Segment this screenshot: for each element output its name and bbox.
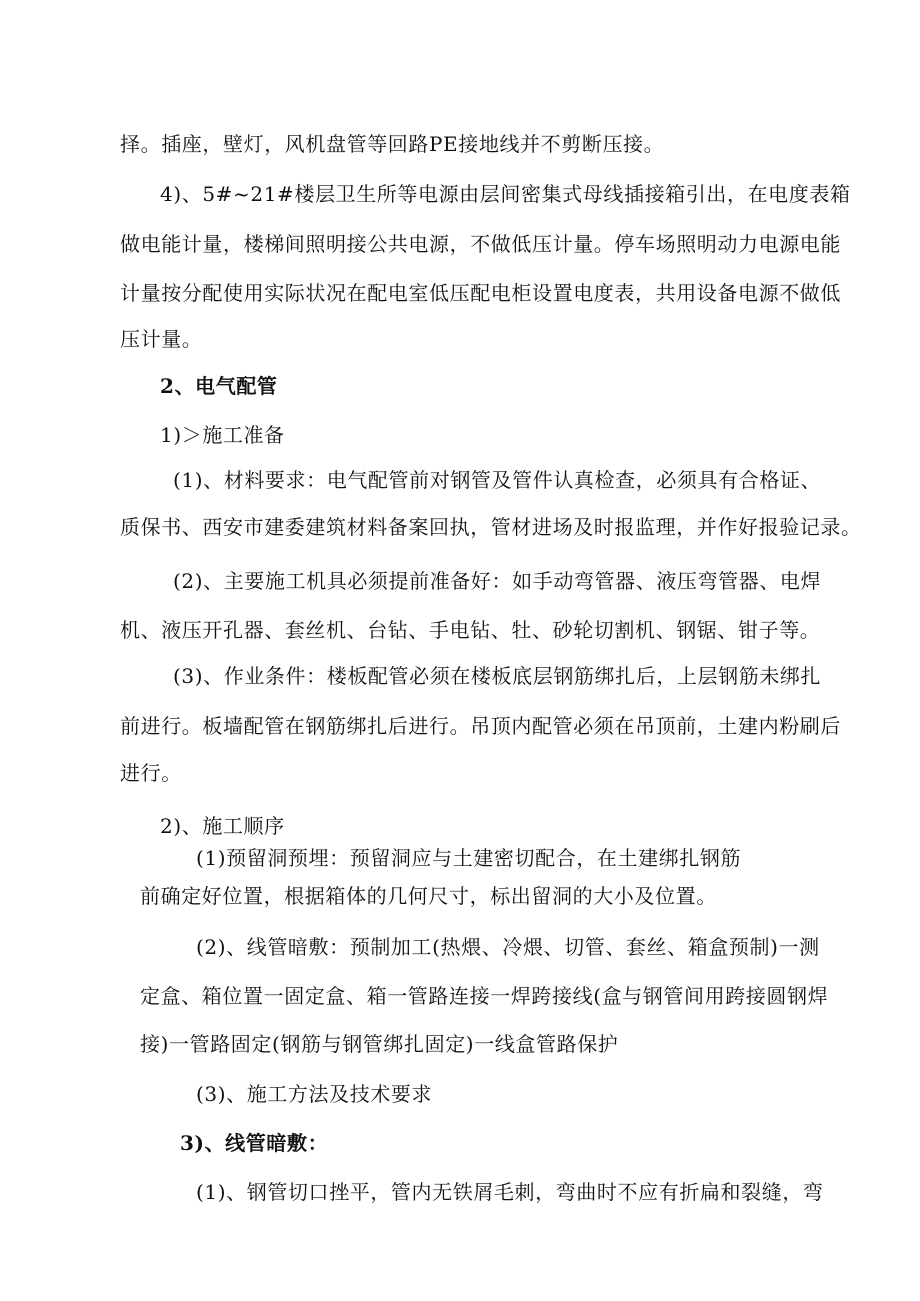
paragraph-line: (2)、线管暗敷：预制加工(热煨、冷煨、切管、套丝、箱盒预制)一测 — [196, 935, 820, 959]
paragraph-line: 机、液压开孔器、套丝机、台钻、手电钻、牡、砂轮切割机、钢锯、钳子等。 — [120, 618, 821, 642]
paragraph-line: 计量按分配使用实际状况在配电室低压配电柜设置电度表，共用设备电源不做低 — [120, 281, 841, 305]
paragraph-line: (1)、材料要求：电气配管前对钢管及管件认真检查，必须具有合格证、 — [173, 468, 822, 492]
paragraph-line: 4)、5#~21#楼层卫生所等电源由层间密集式母线插接箱引出，在电度表箱 — [160, 182, 851, 206]
paragraph-line: (2)、主要施工机具必须提前准备好：如手动弯管器、液压弯管器、电焊 — [173, 569, 822, 593]
paragraph-line: 择。插座，壁灯，风机盘管等回路PE接地线并不剪断压接。 — [120, 132, 665, 156]
section-heading: 2、电气配管 — [160, 374, 278, 398]
paragraph-line: 压计量。 — [120, 327, 203, 351]
paragraph-line: (1)、钢管切口挫平，管内无铁屑毛刺，弯曲时不应有折扁和裂缝，弯 — [196, 1180, 824, 1204]
paragraph-line: 进行。 — [120, 761, 182, 785]
paragraph-line: 做电能计量，楼梯间照明接公共电源，不做低压计量。停车场照明动力电源电能 — [120, 232, 841, 256]
subsection-heading: 2)、施工顺序 — [160, 814, 285, 838]
paragraph-line: (1)预留洞预埋：预留洞应与土建密切配合，在土建绑扎钢筋 — [196, 846, 742, 870]
paragraph-line: 接)一管路固定(钢筋与钢管绑扎固定)一线盒管路保护 — [140, 1032, 619, 1056]
paragraph-line: 定盒、箱位置一固定盒、箱一管路连接一焊跨接线(盒与钢管间用跨接圆钢焊 — [140, 984, 829, 1008]
subsection-heading: 1)＞施工准备 — [160, 423, 285, 447]
paragraph-line: 前确定好位置，根据箱体的几何尺寸，标出留洞的大小及位置。 — [140, 884, 717, 908]
paragraph-line: 前进行。板墙配管在钢筋绑扎后进行。吊顶内配管必须在吊顶前，土建内粉刷后 — [120, 714, 841, 738]
section-heading: 3)、线管暗敷： — [180, 1131, 329, 1155]
paragraph-line: (3)、作业条件：楼板配管必须在楼板底层钢筋绑扎后，上层钢筋未绑扎 — [173, 664, 822, 688]
subsection-heading: (3)、施工方法及技术要求 — [196, 1082, 433, 1106]
paragraph-line: 质保书、西安市建委建筑材料备案回执，管材进场及时报监理，并作好报验记录。 — [120, 515, 862, 539]
